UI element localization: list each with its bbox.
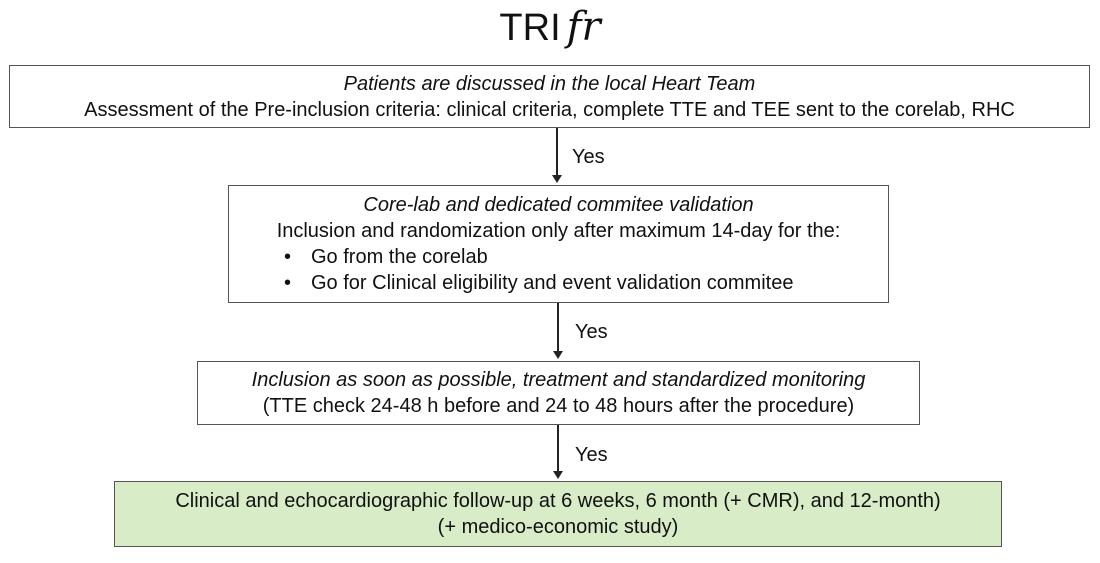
bullet-item: • Go for Clinical eligibility and event validation commitee xyxy=(281,270,888,296)
connector-label-3: Yes xyxy=(575,444,608,466)
title-script: fr xyxy=(566,4,601,50)
step-corelab-box xyxy=(228,185,889,303)
diagram-title xyxy=(0,4,1100,51)
step-follow-up-subtext: (+ medico-economic study) xyxy=(437,516,679,538)
arrow-down-3 xyxy=(557,425,559,477)
arrow-down-1 xyxy=(556,128,558,181)
title-main: TRI xyxy=(499,7,561,49)
step-follow-up-box xyxy=(114,481,1002,547)
step-heart-team-heading: Patients are discussed in the local Heart Team xyxy=(343,73,756,95)
step-follow-up-text: Clinical and echocardiographic follow-up at 6 weeks, 6 month (+ CMR), and 12-month) xyxy=(175,490,941,512)
step-corelab-heading: Core-lab and dedicated commitee validation xyxy=(363,194,754,216)
step-heart-team-text: Assessment of the Pre-inclusion criteria: clinical criteria, complete TTE and TEE sent to the corelab, RHC xyxy=(84,99,1015,121)
connector-label-2: Yes xyxy=(575,321,608,343)
step-heart-team-box xyxy=(9,65,1090,128)
step-inclusion-heading: Inclusion as soon as possible, treatment and standardized monitoring xyxy=(251,369,866,391)
step-corelab-bullets xyxy=(229,244,888,296)
step-inclusion-box xyxy=(197,361,920,425)
step-corelab-text: Inclusion and randomization only after maximum 14-day for the: xyxy=(276,220,841,242)
step-inclusion-text: (TTE check 24-48 h before and 24 to 48 hours after the procedure) xyxy=(262,395,855,417)
connector-label-1: Yes xyxy=(572,146,605,168)
arrow-down-2 xyxy=(557,303,559,357)
bullet-item: • Go from the corelab xyxy=(281,244,888,270)
